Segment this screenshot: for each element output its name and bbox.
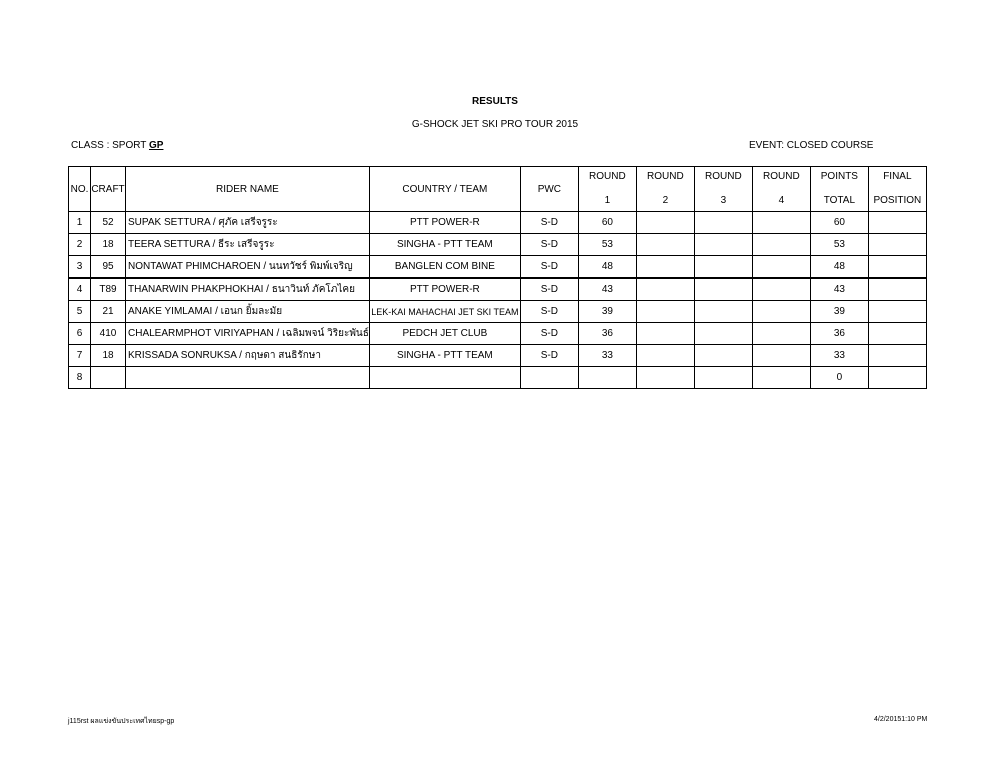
table-row [69, 367, 927, 389]
cell-no: 6 [69, 323, 91, 345]
round-2-number: 2 [662, 195, 669, 206]
cell-round-4 [752, 212, 810, 234]
cell-round-2 [636, 323, 694, 345]
cell-round-3 [694, 367, 752, 389]
points-label: POINTS [820, 171, 858, 182]
cell-pwc [520, 367, 578, 389]
cell-rider: ANAKE YIMLAMAI / เอนก ยิ้มละมัย [126, 301, 370, 323]
class-name: GP [149, 140, 164, 151]
cell-final-position [868, 345, 926, 367]
cell-final-position [868, 212, 926, 234]
cell-final-position [868, 301, 926, 323]
cell-craft: T89 [91, 278, 126, 301]
round-1-label: ROUND [589, 171, 626, 182]
cell-rider: CHALEARMPHOT VIRIYAPHAN / เฉลิมพจน์ วิริยะพันธ์ [126, 323, 370, 345]
cell-round-4 [752, 278, 810, 301]
cell-round-2 [636, 256, 694, 279]
cell-round-2 [636, 301, 694, 323]
round-3-label: ROUND [705, 171, 742, 182]
cell-no: 5 [69, 301, 91, 323]
cell-round-2 [636, 345, 694, 367]
cell-round-3 [694, 301, 752, 323]
page-title: RESULTS [472, 96, 518, 107]
cell-no: 7 [69, 345, 91, 367]
col-header-rider: RIDER NAME [126, 167, 370, 212]
round-3-number: 3 [720, 195, 727, 206]
total-label: TOTAL [823, 195, 856, 206]
cell-no: 3 [69, 256, 91, 279]
position-label: POSITION [873, 195, 922, 206]
col-header-round-1 [578, 167, 636, 212]
cell-team: SINGHA - PTT TEAM [369, 345, 520, 367]
cell-team: PTT POWER-R [369, 278, 520, 301]
cell-round-4 [752, 367, 810, 389]
cell-pwc: S-D [520, 323, 578, 345]
cell-craft: 18 [91, 345, 126, 367]
cell-pwc: S-D [520, 234, 578, 256]
col-header-round-3 [694, 167, 752, 212]
table-row [69, 301, 927, 323]
cell-round-3 [694, 212, 752, 234]
cell-round-4 [752, 256, 810, 279]
cell-round-1: 39 [578, 301, 636, 323]
cell-craft: 18 [91, 234, 126, 256]
final-label: FINAL [883, 171, 912, 182]
table-row [69, 212, 927, 234]
cell-points-total: 53 [810, 234, 868, 256]
cell-points-total: 39 [810, 301, 868, 323]
cell-no: 1 [69, 212, 91, 234]
cell-team [369, 367, 520, 389]
cell-no: 8 [69, 367, 91, 389]
cell-round-2 [636, 367, 694, 389]
col-header-points-total [810, 167, 868, 212]
cell-final-position [868, 323, 926, 345]
cell-round-2 [636, 212, 694, 234]
cell-round-1 [578, 367, 636, 389]
col-header-final-position [868, 167, 926, 212]
cell-craft: 21 [91, 301, 126, 323]
cell-rider: NONTAWAT PHIMCHAROEN / นนทวัชร์ พิมพ์เจริญ [126, 256, 370, 279]
cell-pwc: S-D [520, 256, 578, 279]
round-4-number: 4 [778, 195, 785, 206]
cell-craft: 95 [91, 256, 126, 279]
cell-team: SINGHA - PTT TEAM [369, 234, 520, 256]
results-table [68, 166, 927, 389]
cell-team: PTT POWER-R [369, 212, 520, 234]
cell-round-3 [694, 345, 752, 367]
cell-round-2 [636, 234, 694, 256]
table-row [69, 345, 927, 367]
cell-round-1: 36 [578, 323, 636, 345]
cell-points-total: 48 [810, 256, 868, 279]
cell-round-1: 43 [578, 278, 636, 301]
col-header-no: NO. [69, 167, 91, 212]
cell-round-1: 53 [578, 234, 636, 256]
table-row [69, 256, 927, 279]
cell-final-position [868, 367, 926, 389]
table-header-row [69, 167, 927, 212]
footer-file-name: j115rst ผลแข่งขันประเทศไทยsp-gp [68, 718, 175, 725]
cell-points-total: 60 [810, 212, 868, 234]
cell-points-total: 36 [810, 323, 868, 345]
cell-craft [91, 367, 126, 389]
cell-rider: THANARWIN PHAKPHOKHAI / ธนาวินท์ ภัคโภไคย [126, 278, 370, 301]
round-4-label: ROUND [763, 171, 800, 182]
class-prefix: CLASS : SPORT [71, 140, 149, 151]
class-label [71, 140, 163, 151]
cell-round-1: 60 [578, 212, 636, 234]
cell-rider: TEERA SETTURA / ธีระ เสรีจรูระ [126, 234, 370, 256]
col-header-round-4 [752, 167, 810, 212]
cell-points-total: 43 [810, 278, 868, 301]
cell-team: BANGLEN COM BINE [369, 256, 520, 279]
col-header-pwc: PWC [520, 167, 578, 212]
cell-rider [126, 367, 370, 389]
cell-round-4 [752, 323, 810, 345]
cell-final-position [868, 278, 926, 301]
cell-round-3 [694, 278, 752, 301]
round-1-number: 1 [604, 195, 611, 206]
round-2-label: ROUND [647, 171, 684, 182]
footer-timestamp: 4/2/20151:10 PM [874, 716, 928, 723]
cell-round-1: 33 [578, 345, 636, 367]
cell-round-2 [636, 278, 694, 301]
cell-rider: SUPAK SETTURA / ศุภัค เสรีจรูระ [126, 212, 370, 234]
cell-points-total: 33 [810, 345, 868, 367]
cell-pwc: S-D [520, 212, 578, 234]
event-label: EVENT: CLOSED COURSE [749, 140, 874, 151]
col-header-craft: CRAFT [91, 167, 126, 212]
cell-round-3 [694, 323, 752, 345]
table-row [69, 323, 927, 345]
cell-no: 2 [69, 234, 91, 256]
cell-no: 4 [69, 278, 91, 301]
cell-round-4 [752, 234, 810, 256]
cell-final-position [868, 234, 926, 256]
cell-final-position [868, 256, 926, 279]
col-header-team: COUNTRY / TEAM [369, 167, 520, 212]
cell-points-total: 0 [810, 367, 868, 389]
cell-team: PEDCH JET CLUB [369, 323, 520, 345]
cell-pwc: S-D [520, 301, 578, 323]
cell-team: LEK-KAI MAHACHAI JET SKI TEAM [369, 301, 520, 323]
col-header-round-2 [636, 167, 694, 212]
cell-pwc: S-D [520, 345, 578, 367]
cell-round-1: 48 [578, 256, 636, 279]
cell-pwc: S-D [520, 278, 578, 301]
cell-round-3 [694, 256, 752, 279]
cell-rider: KRISSADA SONRUKSA / กฤษดา สนธิรักษา [126, 345, 370, 367]
cell-round-4 [752, 301, 810, 323]
cell-craft: 52 [91, 212, 126, 234]
cell-round-3 [694, 234, 752, 256]
table-row [69, 278, 927, 301]
cell-craft: 410 [91, 323, 126, 345]
cell-round-4 [752, 345, 810, 367]
table-row [69, 234, 927, 256]
event-series-title: G-SHOCK JET SKI PRO TOUR 2015 [411, 119, 579, 130]
